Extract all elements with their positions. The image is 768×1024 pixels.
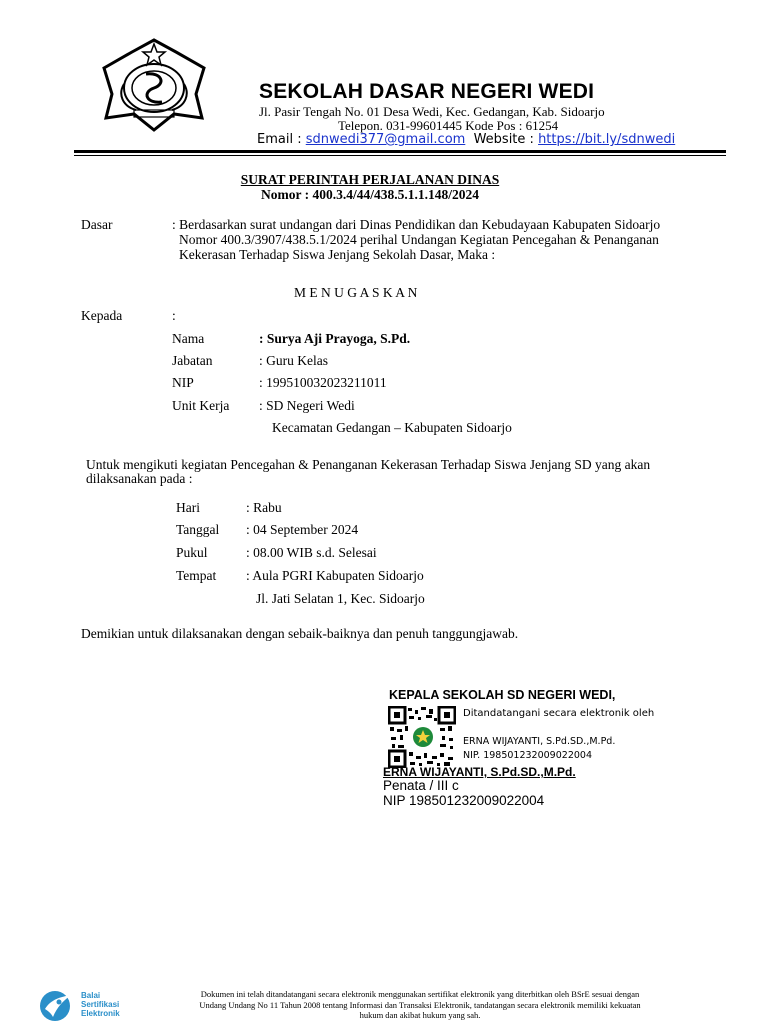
signatory-rank: Penata / III c — [383, 778, 459, 793]
schedule-value-pukul: : 08.00 WIB s.d. Selesai — [246, 545, 377, 560]
footer-note-line-2: Undang Undang No 11 Tahun 2008 tentang Informasi dan Transaksi Elektronik, tandatangan secara elektronik memiliki kekuatan — [199, 999, 641, 1010]
field-label-jabatan: Jabatan — [172, 353, 213, 368]
letterhead-divider-thin — [74, 155, 726, 156]
kepada-label: Kepada — [81, 308, 123, 323]
schedule-value-tempat: : Aula PGRI Kabupaten Sidoarjo — [246, 568, 424, 583]
e-sign-name: ERNA WIJAYANTI, S.Pd.SD.,M.Pd. — [463, 736, 616, 747]
footer-disclaimer — [140, 989, 700, 1021]
menugaskan-heading: M E N U G A S K A N — [294, 285, 418, 300]
qr-code-icon — [388, 706, 456, 768]
schedule-label-tempat: Tempat — [176, 568, 217, 583]
schedule-value-tanggal: : 04 September 2024 — [246, 522, 359, 537]
signature-title: KEPALA SEKOLAH SD NEGERI WEDI, — [389, 688, 616, 702]
footer-note-line-3: hukum dan akibat hukum yang sah. — [359, 1010, 481, 1020]
dasar-line-3: Kekerasan Terhadap Siswa Jenjang Sekolah Dasar, Maka : — [179, 247, 496, 262]
field-value-unit-kerja-line-2: Kecamatan Gedangan – Kabupaten Sidoarjo — [272, 420, 512, 435]
kepada-colon: : — [172, 308, 176, 323]
schedule-label-pukul: Pukul — [176, 545, 208, 560]
purpose-line-1: Untuk mengikuti kegiatan Pencegahan & Penanganan Kekerasan Terhadap Siswa Jenjang SD yang akan — [86, 457, 651, 472]
e-sign-note: Ditandatangani secara elektronik oleh — [463, 708, 655, 719]
document-number: Nomor : 400.3.4/44/438.5.1.1.148/2024 — [261, 187, 479, 202]
field-label-unit-kerja: Unit Kerja — [172, 398, 230, 413]
field-value-nama: : Surya Aji Prayoga, S.Pd. — [259, 331, 411, 346]
schedule-label-tanggal: Tanggal — [176, 522, 220, 537]
e-sign-nip: NIP. 198501232009022004 — [463, 750, 592, 761]
field-label-nama: Nama — [172, 331, 205, 346]
email-link[interactable]: sdnwedi377@gmail.com — [305, 132, 466, 147]
bsre-logo-icon — [37, 989, 77, 1023]
field-value-unit-kerja: : SD Negeri Wedi — [259, 398, 355, 413]
school-phone: Telepon. 031-99601445 Kode Pos : 61254 — [338, 118, 559, 133]
schedule-label-hari: Hari — [176, 500, 200, 515]
field-label-nip: NIP — [172, 375, 194, 390]
footer-note-line-1: Dokumen ini telah ditandatangani secara elektronik menggunakan sertifikat elektronik yang diterbitkan oleh BSrE sesuai dengan — [200, 989, 640, 999]
purpose-line-2: dilaksanakan pada : — [86, 471, 193, 486]
schedule-value-tempat-line-2: Jl. Jati Selatan 1, Kec. Sidoarjo — [256, 591, 425, 606]
bsre-logo-text — [81, 991, 120, 1018]
email-label: Email : — [257, 132, 302, 147]
bsre-text-line-1: Balai — [81, 991, 101, 1000]
closing-statement: Demikian untuk dilaksanakan dengan sebaik-baiknya dan penuh tanggungjawab. — [81, 626, 519, 641]
school-name: SEKOLAH DASAR NEGERI WEDI — [259, 80, 595, 103]
bsre-text-line-3: Elektronik — [81, 1009, 120, 1018]
signatory-nip: NIP 198501232009022004 — [383, 793, 545, 808]
field-value-nip: : 199510032023211011 — [259, 375, 387, 390]
letterhead-divider-thick — [74, 150, 726, 153]
dasar-label: Dasar — [81, 217, 113, 232]
signatory-name: ERNA WIJAYANTI, S.Pd.SD.,M.Pd. — [383, 765, 576, 779]
website-link[interactable]: https://bit.ly/sdnwedi — [538, 132, 676, 147]
schedule-value-hari: : Rabu — [246, 500, 282, 515]
school-address: Jl. Pasir Tengah No. 01 Desa Wedi, Kec. Gedangan, Kab. Sidoarjo — [259, 104, 605, 119]
website-label: Website : — [473, 132, 534, 147]
contact-line — [257, 132, 675, 147]
bsre-text-line-2: Sertifikasi — [81, 1000, 120, 1009]
school-emblem-icon — [96, 34, 212, 134]
dasar-line-2: Nomor 400.3/3907/438.5.1/2024 perihal Undangan Kegiatan Pencegahan & Penanganan — [179, 232, 659, 247]
field-value-jabatan: : Guru Kelas — [259, 353, 328, 368]
document-title: SURAT PERINTAH PERJALANAN DINAS — [240, 172, 500, 187]
dasar-line-1: : Berdasarkan surat undangan dari Dinas Pendidikan dan Kebudayaan Kabupaten Sidoarjo — [172, 217, 661, 232]
